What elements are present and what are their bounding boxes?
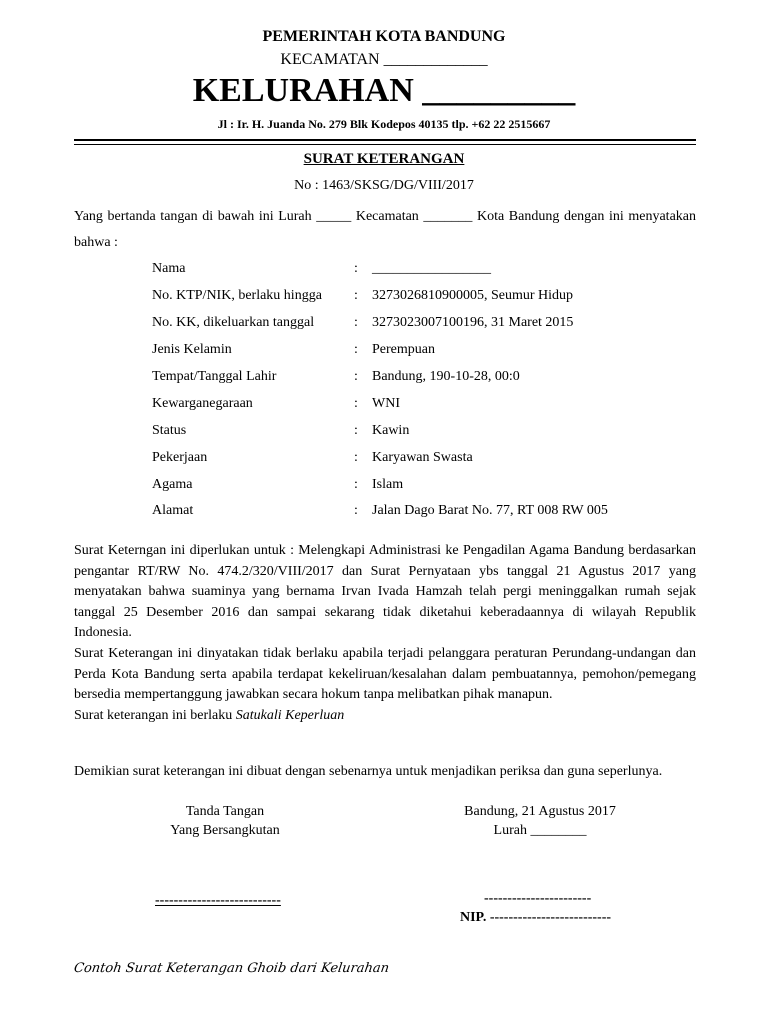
field-value: WNI — [372, 395, 400, 411]
field-colon: : — [354, 422, 358, 438]
header-government: PEMERINTAH KOTA BANDUNG — [262, 28, 506, 45]
lurah-signature-line: ----------------------- — [484, 891, 592, 906]
letter-title-text: SURAT KETERANGAN — [303, 151, 465, 167]
field-label: No. KK, dikeluarkan tanggal — [152, 315, 315, 331]
field-colon: : — [354, 476, 358, 492]
header-address: Jl : Ir. H. Juanda No. 279 Blk Kodepos 40135 tlp. +62 22 2515667 — [217, 117, 551, 131]
header-divider-thin — [74, 144, 696, 145]
field-colon: : — [354, 395, 358, 411]
field-colon: : — [354, 261, 358, 277]
field-value: Karyawan Swasta — [372, 449, 473, 465]
applicant-signature-block — [140, 802, 310, 840]
field-value: Bandung, 190-10-28, 00:0 — [372, 369, 520, 384]
lurah-title: Lurah ________ — [493, 823, 587, 838]
letter-number: No : 1463/SKSG/DG/VIII/2017 — [294, 178, 474, 193]
field-value: Jalan Dago Barat No. 77, RT 008 RW 005 — [372, 503, 608, 519]
identity-table — [152, 256, 608, 525]
header-district: KECAMATAN _____________ — [280, 51, 488, 68]
field-row-birth — [152, 364, 608, 391]
field-label: Nama — [152, 261, 186, 277]
field-value: Islam — [372, 476, 404, 492]
field-value: Kawin — [372, 422, 410, 438]
closing-paragraph: Demikian surat keterangan ini dibuat dengan sebenarnya untuk menjadikan periksa dan guna seperlunya. — [74, 764, 663, 779]
field-colon: : — [354, 369, 358, 384]
field-colon: : — [354, 288, 358, 304]
field-row-gender — [152, 337, 608, 364]
field-label: Agama — [152, 476, 193, 492]
applicant-signature-label: Tanda Tangan — [185, 804, 265, 819]
field-colon: : — [354, 342, 358, 358]
signature-place-date: Bandung, 21 Agustus 2017 — [464, 804, 616, 819]
footer-caption: Contoh Surat Keterangan Ghoib dari Kelurahan — [72, 961, 391, 976]
field-label: No. KTP/NIK, berlaku hingga — [152, 288, 322, 304]
usage-scope: Satukali Keperluan — [235, 707, 345, 723]
field-label: Alamat — [152, 503, 194, 519]
lurah-signature-block — [440, 802, 640, 840]
header-village: KELURAHAN _________ — [192, 72, 576, 109]
applicant-signature-dashes: --------------------------- — [155, 893, 281, 908]
field-label: Tempat/Tanggal Lahir — [152, 369, 277, 384]
usage-prefix: Surat keterangan ini berlaku — [74, 707, 236, 723]
field-row-citizenship — [152, 390, 608, 417]
field-value: 3273026810900005, Seumur Hidup — [372, 288, 574, 304]
field-value: Perempuan — [372, 342, 435, 358]
applicant-role: Yang Bersangkutan — [170, 823, 280, 838]
lurah-nip: NIP. -------------------------- — [460, 910, 612, 925]
field-row-nama — [152, 256, 608, 283]
field-label: Kewarganegaraan — [152, 395, 253, 411]
validity-paragraph: Surat Keterangan ini dinyatakan tidak berlaku apabila terjadi pelanggara peraturan Perundang-undangan dan Perda Kota Bandung serta apabila terdapat kekeliruan/kesalahan dalam pembuatannya, pemohon/pemegang bersedia mempertanggung jawabkan secara hokum tanpa melibatkan pihak manapun. — [74, 645, 696, 703]
field-row-religion — [152, 471, 608, 498]
letter-intro: Yang bertanda tangan di bawah ini Lurah _____ Kecamatan _______ Kota Bandung dengan ini menyatakan bahwa : — [74, 209, 696, 250]
field-row-occupation — [152, 444, 608, 471]
field-value: 3273023007100196, 31 Maret 2015 — [372, 315, 574, 331]
field-colon: : — [354, 503, 358, 519]
field-colon: : — [354, 449, 358, 465]
field-row-ktp — [152, 283, 608, 310]
purpose-paragraph: Surat Keterngan ini diperlukan untuk : Melengkapi Administrasi ke Pengadilan Agama Bandung berdasarkan pengantar RT/RW No. 474.2/320/VIII/2017 dan Surat Pernyataan ybs tanggal 21 Agustus 2017 yang menyatakan bahwa suaminya yang bernama Irvan Ivada Hamzah telah pergi meninggalkan rumah sejak tanggal 25 Desember 2016 dan sampai sekarang tidak diketahui keberadaannya di wilayah Republik Indonesia. — [74, 543, 696, 641]
applicant-signature-line — [155, 893, 281, 909]
field-label: Jenis Kelamin — [152, 342, 232, 358]
field-row-status — [152, 417, 608, 444]
field-label: Status — [152, 422, 187, 438]
letter-title — [0, 151, 768, 168]
usage-paragraph — [74, 706, 696, 727]
letter-body — [74, 541, 696, 726]
header-divider-thick — [74, 139, 696, 141]
field-colon: : — [354, 315, 358, 331]
field-value: _________________ — [372, 261, 491, 277]
field-label: Pekerjaan — [152, 449, 208, 465]
field-row-kk — [152, 310, 608, 337]
field-row-address — [152, 498, 608, 525]
